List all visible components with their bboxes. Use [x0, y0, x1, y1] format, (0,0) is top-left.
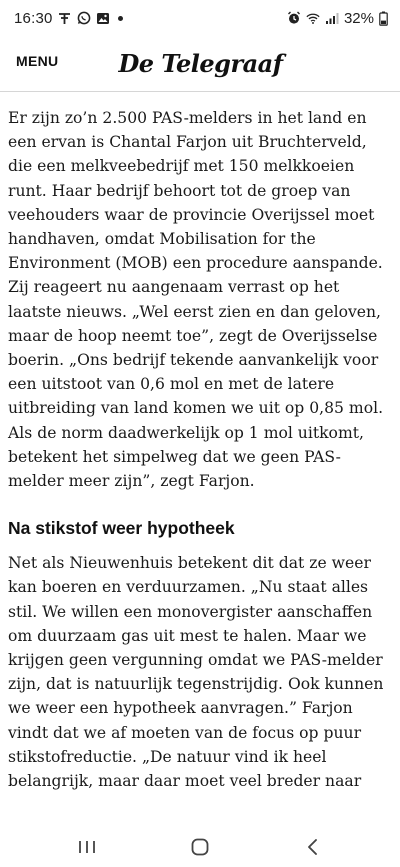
recent-apps-icon[interactable] [57, 830, 117, 864]
paragraph-line: Net als Nieuwenhuis betekent dit dat ze weer [8, 554, 371, 573]
back-icon[interactable] [283, 830, 343, 864]
paragraph-line: stikstofreductie. „De natuur vind ik heel [8, 747, 327, 766]
paragraph-line: melder meer zijn”, zegt Farjon. [8, 472, 255, 491]
paragraph-line: Er zijn zo’n 2.500 PAS-melders in het land en [8, 109, 367, 127]
paragraph-line: runt. Haar bedrijf behoort tot de groep van [8, 181, 351, 200]
whatsapp-icon [77, 11, 91, 25]
telegraaf-logo[interactable]: De Telegraaf [118, 48, 283, 78]
paragraph-line: vindt dat we af moeten van de focus op puur [8, 723, 362, 742]
network-icon [58, 11, 72, 25]
paragraph-line: kan boeren en verduurzamen. „Nu staat alles [8, 578, 369, 597]
status-bar [0, 0, 400, 36]
signal-icon [325, 11, 339, 25]
app-header [0, 36, 400, 92]
paragraph-line: Environment (MOB) een procedure aanspande. [8, 254, 383, 273]
gallery-icon [96, 11, 110, 25]
menu-button[interactable]: MENU [16, 53, 59, 69]
paragraph-line: handhaven, omdat Mobilisation for the [8, 230, 316, 249]
paragraph-line: uitbreiding van land komen we uit op 0,85 mol. [8, 399, 384, 418]
article-paragraph-1 [8, 106, 392, 493]
paragraph-line: betekent het simpelweg dat we geen PAS- [8, 447, 341, 466]
paragraph-line: maar de hoop neemt toe”, zegt de Overijsselse [8, 326, 378, 345]
paragraph-line: belangrijk, maar daar moet veel breder naar [8, 772, 362, 791]
home-icon[interactable] [170, 830, 230, 864]
paragraph-line: een uitstoot van 0,6 mol en met de latere [8, 375, 335, 394]
wifi-icon [306, 11, 320, 25]
battery-icon [379, 11, 388, 25]
notification-dot-icon [118, 16, 123, 21]
paragraph-line: krijgen geen vergunning omdat we PAS-melder [8, 651, 383, 670]
alarm-icon [287, 11, 301, 25]
paragraph-line: die een melkveebedrijf met 150 melkkoeien [8, 157, 355, 176]
section-heading: Na stikstof weer hypotheek [8, 518, 235, 539]
article-body [0, 93, 400, 826]
paragraph-line: zijn, dat is natuurlijk tegenstrijdig. Ook kunnen [8, 675, 384, 694]
paragraph-line: veehouders waar de provincie Overijssel moet [8, 205, 375, 224]
paragraph-line: stil. We willen een monovergister aanschaffen [8, 602, 373, 621]
system-nav-bar [0, 826, 400, 867]
battery-level: 32% [343, 9, 374, 27]
paragraph-line: boerin. „Ons bedrijf tekende aanvankelijk voor [8, 351, 379, 370]
paragraph-line: laatste nieuws. „Wel eerst zien en dan geloven, [8, 302, 382, 321]
paragraph-line: Zij reageert nu aangenaam verrast op het [8, 278, 340, 297]
paragraph-line: we weer een hypotheek aanvragen.” Farjon [8, 699, 353, 718]
paragraph-line: Als de norm daadwerkelijk op 1 mol uitkomt, [8, 423, 364, 442]
status-time: 16:30 [14, 9, 53, 27]
paragraph-line: om duurzaam gas uit mest te halen. Maar we [8, 626, 367, 645]
article-paragraph-2 [8, 551, 392, 793]
paragraph-line: een ervan is Chantal Farjon uit Bruchterveld, [8, 133, 367, 152]
